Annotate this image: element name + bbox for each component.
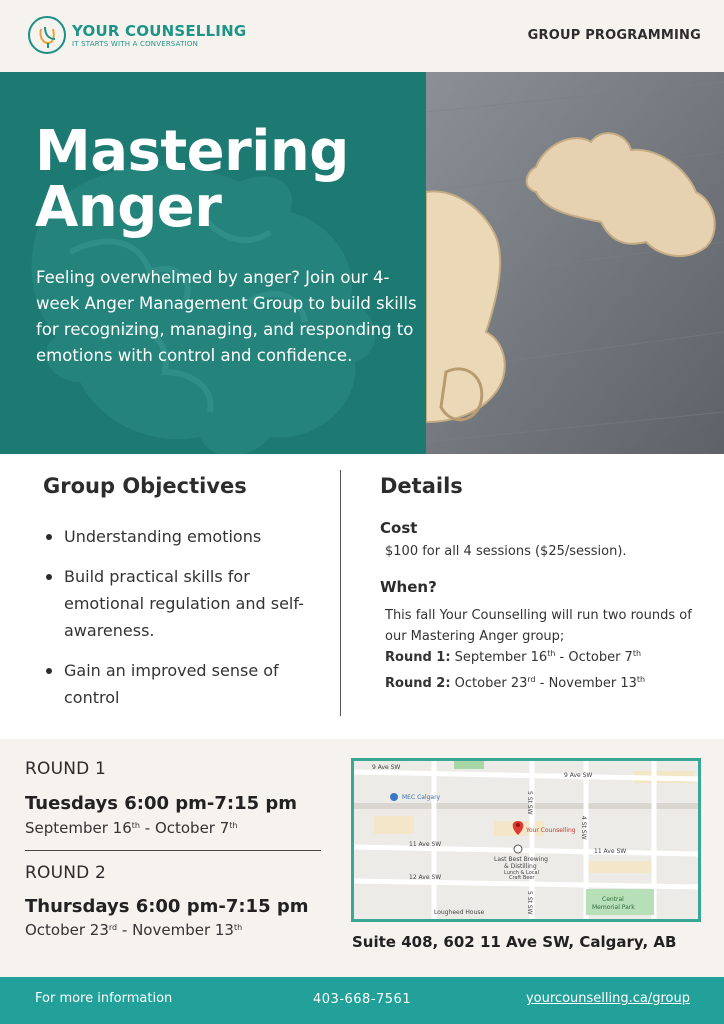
map-poi: Lougheed House: [434, 909, 485, 916]
round2-time: Thursdays 6:00 pm-7:15 pm: [25, 896, 309, 917]
round2-date-start: October 23: [25, 921, 109, 939]
details-round1: [385, 650, 641, 665]
more-info-label: For more information: [35, 991, 173, 1006]
brand-logo[interactable]: [28, 16, 246, 54]
map-poi: Craft Beer: [509, 875, 535, 881]
when-text: This fall Your Counselling will run two rounds of our Mastering Anger group;: [385, 608, 692, 644]
details-heading: Details: [380, 474, 463, 498]
cost-text: $100 for all 4 sessions ($25/session).: [385, 544, 627, 559]
hero-teal-panel: [0, 72, 426, 454]
objective-item: Understanding emotions: [44, 523, 329, 550]
objective-item: Build practical skills for emotional regulation and self-awareness.: [44, 563, 329, 644]
column-divider: [340, 470, 341, 716]
round1-label: Round 1:: [385, 650, 451, 665]
round2-start-suffix: rd: [527, 675, 536, 684]
brand-name: YOUR COUNSELLING: [72, 21, 247, 40]
map-label: 5 St SW: [526, 791, 533, 815]
round2-label: Round 2:: [385, 676, 451, 691]
round2-dates: [25, 921, 242, 939]
location-map[interactable]: [351, 758, 701, 922]
details-round2: [385, 676, 645, 691]
objective-item: Gain an improved sense of control: [44, 657, 329, 711]
map-label: 5 St SW: [526, 891, 533, 915]
brewery-marker-icon: [514, 845, 522, 853]
round1-dates: [25, 819, 238, 837]
hero-banner: [0, 72, 724, 454]
round-divider: [25, 850, 321, 851]
round2-start: October 23: [454, 676, 528, 691]
round1-start-suffix: th: [547, 649, 556, 658]
round1-date-end: October 7: [154, 819, 230, 837]
round2-date-end: November 13: [132, 921, 234, 939]
map-poi: Last Best Brewing: [494, 856, 548, 863]
round2-end-suffix: th: [636, 675, 646, 684]
round2-date-start-suffix: rd: [108, 923, 118, 932]
page-footer: [0, 977, 724, 1024]
round2-sep: -: [535, 676, 549, 691]
map-poi: Lunch & Local: [504, 870, 539, 876]
puzzle-pieces-photo: [426, 72, 724, 454]
map-poi: MEC Calgary: [402, 794, 441, 801]
map-label: 9 Ave SW: [372, 764, 401, 771]
page-header: [0, 0, 724, 72]
round1-end-suffix: th: [632, 649, 642, 658]
round1-sep: -: [555, 650, 569, 665]
map-label: 11 Ave SW: [594, 848, 627, 855]
map-poi: Your Counselling: [526, 827, 576, 834]
hero-photo: [426, 72, 724, 454]
map-poi: & Distilling: [504, 863, 537, 870]
map-poi: Central: [602, 896, 624, 903]
website-link[interactable]: yourcounselling.ca/group: [525, 991, 690, 1006]
round2-end: November 13: [548, 676, 637, 691]
map-label: 9 Ave SW: [564, 772, 593, 779]
round1-heading: ROUND 1: [25, 759, 107, 779]
round1-time: Tuesdays 6:00 pm-7:15 pm: [25, 793, 298, 814]
hero-title: [35, 119, 349, 240]
hero-description: Feeling overwhelmed by anger? Join our 4-week Anger Management Group to build skills for recognizing, managing, and responding to emotions with control and confidence.: [36, 268, 417, 365]
map-label: 12 Ave SW: [409, 874, 442, 881]
info-section: [0, 454, 724, 739]
map-label: 4 St SW: [580, 816, 587, 840]
address: Suite 408, 602 11 Ave SW, Calgary, AB: [352, 933, 677, 951]
objectives-heading: Group Objectives: [43, 474, 247, 498]
schedule-section: [0, 739, 724, 977]
round2-heading: ROUND 2: [25, 863, 107, 883]
phone-number[interactable]: 403-668-7561: [313, 992, 412, 1007]
mec-marker-icon: [390, 793, 398, 801]
objectives-list: [44, 523, 329, 724]
round1-date-start: September 16: [25, 819, 132, 837]
round1-date-start-suffix: th: [131, 821, 140, 830]
logo-mark-icon: [28, 16, 66, 54]
round1-date-end-suffix: th: [229, 821, 238, 830]
when-heading: When?: [380, 578, 437, 596]
round1-start: September 16: [454, 650, 548, 665]
round2-date-sep: -: [117, 921, 133, 939]
cost-heading: Cost: [380, 519, 418, 537]
map-poi: Memorial Park: [592, 904, 635, 911]
round2-date-end-suffix: th: [233, 923, 243, 932]
brand-tagline: IT STARTS WITH A CONVERSATION: [72, 39, 199, 48]
section-label: GROUP PROGRAMMING: [527, 28, 701, 43]
map-label: 11 Ave SW: [409, 841, 442, 848]
hero-title-line1: Mastering: [35, 119, 349, 184]
hero-title-line2: Anger: [35, 175, 222, 240]
round1-end: October 7: [568, 650, 633, 665]
round1-date-sep: -: [139, 819, 155, 837]
